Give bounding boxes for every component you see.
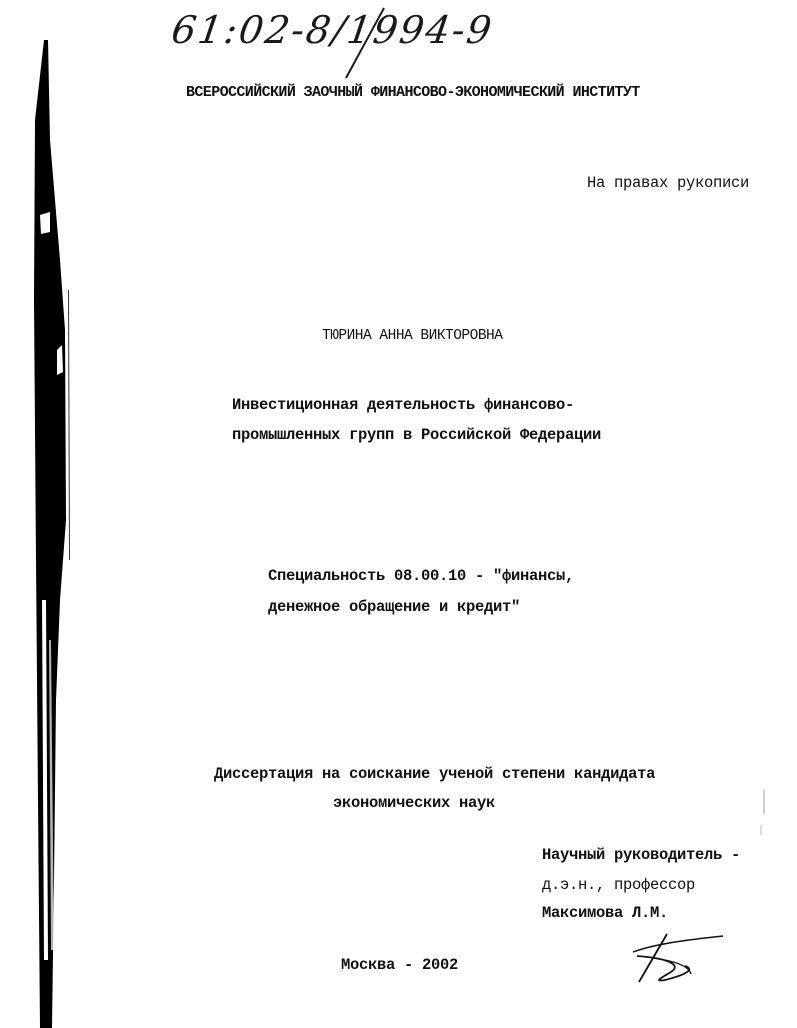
specialty-line-2: денежное обращение и кредит": [268, 598, 521, 616]
archive-code-handwritten: 61:02-8/1994-9: [168, 8, 497, 52]
institution-name: ВСЕРОССИЙСКИЙ ЗАОЧНЫЙ ФИНАНСОВО-ЭКОНОМИЧЕСКИЙ ИНСТИТУТ: [186, 84, 640, 101]
thesis-title-line-1: Инвестиционная деятельность финансово-: [232, 396, 575, 414]
degree-line-1: Диссертация на соискание ученой степени кандидата: [214, 765, 656, 783]
scan-artifact: [763, 790, 765, 814]
author-name: ТЮРИНА АННА ВИКТОРОВНА: [322, 328, 503, 344]
degree-line-2: экономических наук: [333, 794, 496, 812]
manuscript-note: На правах рукописи: [587, 174, 750, 192]
supervisor-name: Максимова Л.М.: [542, 904, 669, 922]
scan-artifact: [760, 825, 762, 835]
city-year: Москва - 2002: [341, 956, 459, 974]
signature-icon: [625, 930, 725, 990]
thesis-title-line-2: промышленных групп в Российской Федерации: [232, 426, 602, 444]
specialty-line-1: Специальность 08.00.10 - "финансы,: [268, 567, 575, 585]
supervisor-degree: д.э.н., профессор: [542, 876, 696, 894]
scan-binding-shadow: [0, 0, 70, 1028]
handwritten-slash: [340, 6, 390, 81]
supervisor-role: Научный руководитель -: [542, 846, 741, 864]
